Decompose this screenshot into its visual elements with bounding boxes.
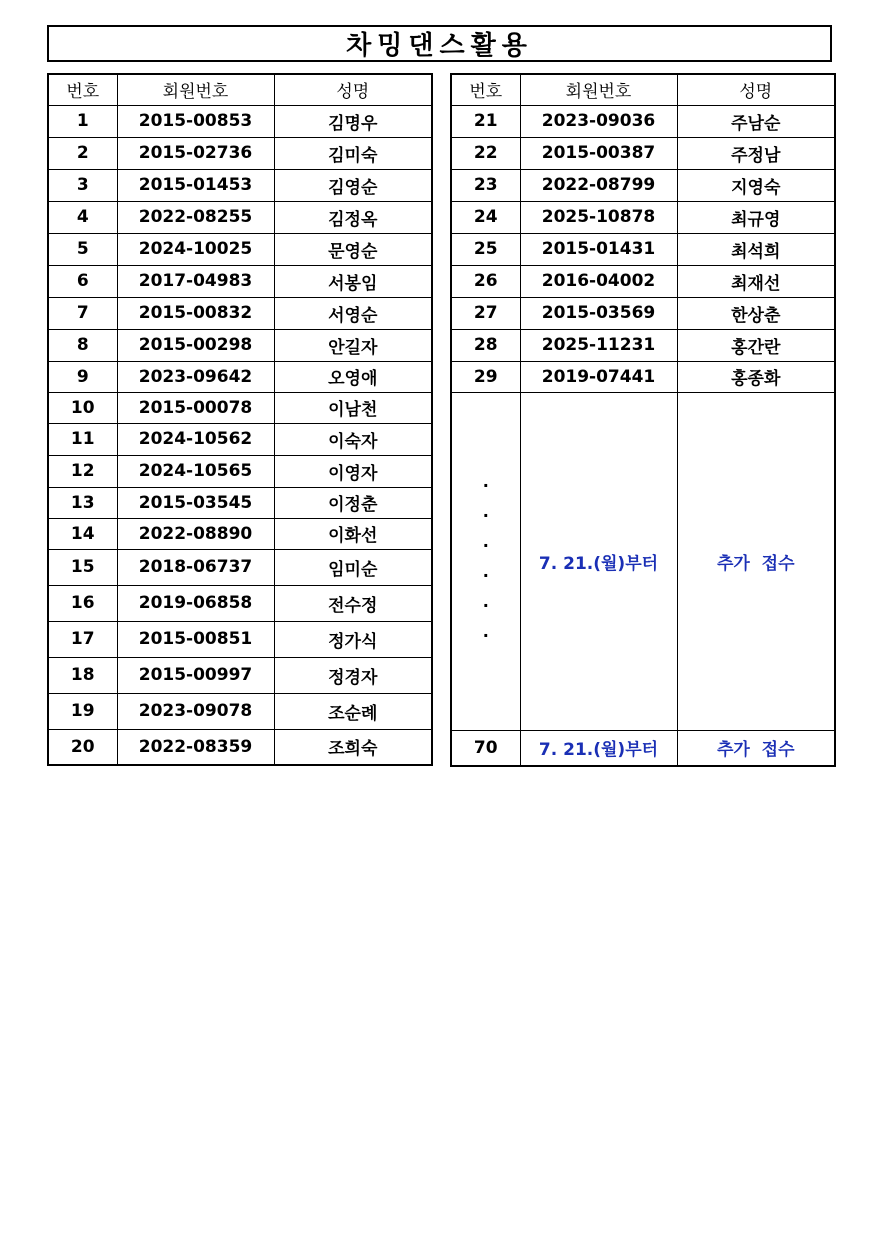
- header-name: 성명: [677, 74, 835, 105]
- header-no: 번호: [48, 74, 117, 105]
- member-id: 2023-09642: [117, 361, 274, 392]
- table-row: [48, 201, 432, 233]
- row-number: 19: [48, 693, 117, 729]
- member-name: 지영숙: [677, 169, 835, 201]
- member-id: 2016-04002: [520, 265, 677, 297]
- row-number: 28: [451, 329, 520, 361]
- table-row: [451, 329, 835, 361]
- row-number: 1: [48, 105, 117, 137]
- table-row: [48, 518, 432, 549]
- member-id: 2018-06737: [117, 549, 274, 585]
- member-id: 2022-08799: [520, 169, 677, 201]
- member-id: 2019-07441: [520, 361, 677, 392]
- table-row: [48, 693, 432, 729]
- ellipsis-dot: ·: [482, 506, 489, 525]
- member-id: 2022-08890: [117, 518, 274, 549]
- row-number: 14: [48, 518, 117, 549]
- member-name: 김명우: [274, 105, 432, 137]
- pending-date: 7. 21.(월)부터: [520, 392, 677, 730]
- table-header-row: [451, 74, 835, 105]
- member-name: 이영자: [274, 455, 432, 487]
- row-number: 2: [48, 137, 117, 169]
- table-row: [451, 105, 835, 137]
- member-name: 정가식: [274, 621, 432, 657]
- member-id: 2022-08359: [117, 729, 274, 765]
- row-number: 16: [48, 585, 117, 621]
- ellipsis-dot: ·: [482, 596, 489, 615]
- header-member-id: 회원번호: [117, 74, 274, 105]
- table-row: [48, 657, 432, 693]
- member-id: 2024-10562: [117, 423, 274, 455]
- member-id: 2015-00832: [117, 297, 274, 329]
- roster-table-left: [47, 73, 433, 766]
- row-number: 11: [48, 423, 117, 455]
- member-id: 2017-04983: [117, 265, 274, 297]
- member-id: 2015-00997: [117, 657, 274, 693]
- member-name: 김정옥: [274, 201, 432, 233]
- member-name: 주남순: [677, 105, 835, 137]
- row-number: 20: [48, 729, 117, 765]
- member-name: 오영애: [274, 361, 432, 392]
- table-row: [48, 549, 432, 585]
- pending-row: [451, 392, 835, 730]
- member-name: 이화선: [274, 518, 432, 549]
- page-title: 차밍댄스활용: [47, 25, 832, 62]
- member-name: 정경자: [274, 657, 432, 693]
- table-row: [48, 361, 432, 392]
- table-row: [48, 169, 432, 201]
- roster-table-right: [450, 73, 836, 767]
- member-name: 안길자: [274, 329, 432, 361]
- member-id: 2015-02736: [117, 137, 274, 169]
- member-name: 이숙자: [274, 423, 432, 455]
- member-name: 전수정: [274, 585, 432, 621]
- row-number: 4: [48, 201, 117, 233]
- table-row: [48, 105, 432, 137]
- row-number: 6: [48, 265, 117, 297]
- member-id: 2025-10878: [520, 201, 677, 233]
- member-id: 2024-10025: [117, 233, 274, 265]
- member-name: 조희숙: [274, 729, 432, 765]
- member-name: 주정남: [677, 137, 835, 169]
- table-row: [451, 297, 835, 329]
- row-number: 10: [48, 392, 117, 423]
- member-name: 최재선: [677, 265, 835, 297]
- row-number: 24: [451, 201, 520, 233]
- last-row-date: 7. 21.(월)부터: [520, 730, 677, 766]
- header-name: 성명: [274, 74, 432, 105]
- table-row: [451, 169, 835, 201]
- row-number: 26: [451, 265, 520, 297]
- member-id: 2015-01431: [520, 233, 677, 265]
- member-id: 2015-00851: [117, 621, 274, 657]
- row-number: 21: [451, 105, 520, 137]
- member-name: 김미숙: [274, 137, 432, 169]
- member-name: 서영순: [274, 297, 432, 329]
- member-id: 2022-08255: [117, 201, 274, 233]
- row-number: 25: [451, 233, 520, 265]
- member-name: 홍종화: [677, 361, 835, 392]
- row-number: 5: [48, 233, 117, 265]
- header-member-id: 회원번호: [520, 74, 677, 105]
- member-name: 조순례: [274, 693, 432, 729]
- member-name: 서봉임: [274, 265, 432, 297]
- row-number: 9: [48, 361, 117, 392]
- member-name: 김영순: [274, 169, 432, 201]
- pending-note: 추가 접수: [677, 392, 835, 730]
- member-id: 2015-00078: [117, 392, 274, 423]
- last-row-note: 추가 접수: [677, 730, 835, 766]
- row-number: 23: [451, 169, 520, 201]
- table-row: [48, 137, 432, 169]
- member-name: 한상춘: [677, 297, 835, 329]
- member-id: 2015-03545: [117, 487, 274, 518]
- table-row: [451, 201, 835, 233]
- row-number: 70: [451, 730, 520, 766]
- ellipsis-dot: ·: [482, 626, 489, 645]
- table-row: [48, 423, 432, 455]
- table-row: [48, 233, 432, 265]
- table-row: [48, 329, 432, 361]
- table-row: [48, 392, 432, 423]
- row-number: 17: [48, 621, 117, 657]
- ellipsis-dot: ·: [482, 536, 489, 555]
- member-name: 문영순: [274, 233, 432, 265]
- member-name: 최석희: [677, 233, 835, 265]
- row-number: 29: [451, 361, 520, 392]
- member-id: 2023-09036: [520, 105, 677, 137]
- member-id: 2019-06858: [117, 585, 274, 621]
- ellipsis-dot: ·: [482, 476, 489, 495]
- header-no: 번호: [451, 74, 520, 105]
- table-row: [48, 729, 432, 765]
- member-id: 2024-10565: [117, 455, 274, 487]
- table-row: [48, 455, 432, 487]
- table-row: [48, 265, 432, 297]
- row-number: 7: [48, 297, 117, 329]
- row-number: 27: [451, 297, 520, 329]
- member-id: 2023-09078: [117, 693, 274, 729]
- row-number: 13: [48, 487, 117, 518]
- member-name: 임미순: [274, 549, 432, 585]
- row-number: 15: [48, 549, 117, 585]
- table-row: [451, 233, 835, 265]
- member-id: 2015-03569: [520, 297, 677, 329]
- row-number: 22: [451, 137, 520, 169]
- ellipsis-cell: [451, 392, 520, 730]
- member-name: 이남천: [274, 392, 432, 423]
- member-name: 최규영: [677, 201, 835, 233]
- member-name: 이정춘: [274, 487, 432, 518]
- member-id: 2015-00853: [117, 105, 274, 137]
- table-row: [48, 297, 432, 329]
- row-number: 18: [48, 657, 117, 693]
- ellipsis-dots: [452, 477, 520, 645]
- table-row: [48, 487, 432, 518]
- member-id: 2025-11231: [520, 329, 677, 361]
- member-id: 2015-00387: [520, 137, 677, 169]
- table-row: [451, 361, 835, 392]
- table-row: [451, 137, 835, 169]
- member-name: 홍간란: [677, 329, 835, 361]
- table-row: [451, 265, 835, 297]
- row-number: 8: [48, 329, 117, 361]
- row-number: 12: [48, 455, 117, 487]
- table-header-row: [48, 74, 432, 105]
- member-id: 2015-00298: [117, 329, 274, 361]
- ellipsis-dot: ·: [482, 566, 489, 585]
- table-row: [48, 585, 432, 621]
- table-row: [48, 621, 432, 657]
- row-number: 3: [48, 169, 117, 201]
- member-id: 2015-01453: [117, 169, 274, 201]
- table-row: [451, 730, 835, 766]
